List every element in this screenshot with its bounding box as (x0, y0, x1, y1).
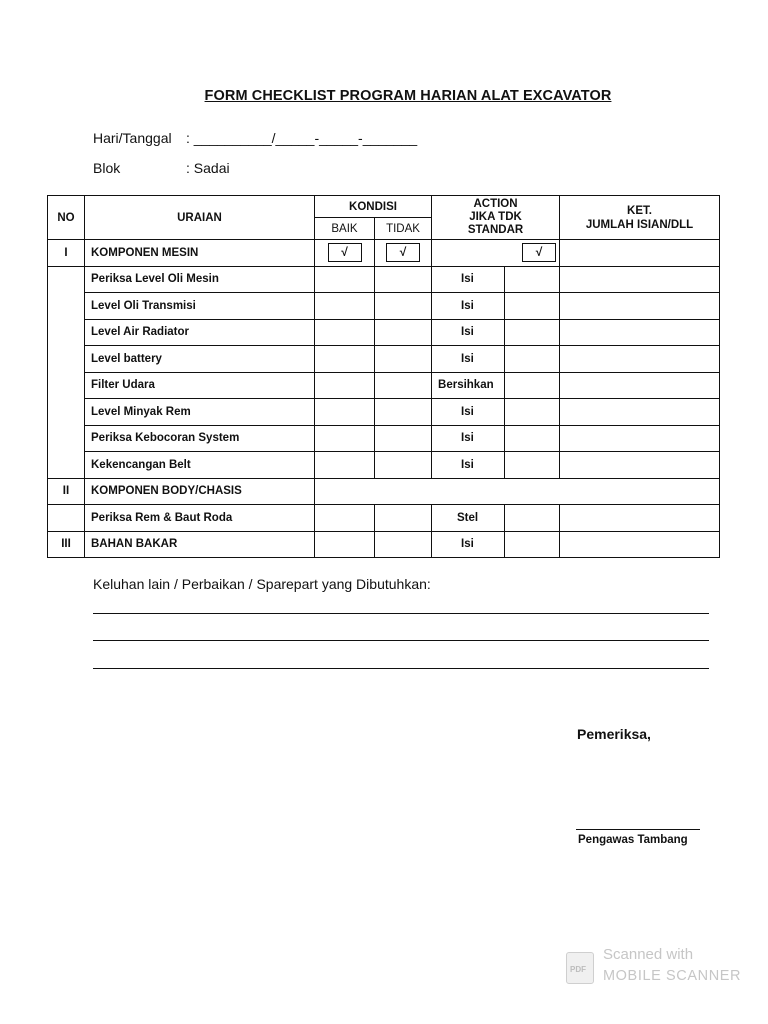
action-text: Isi (432, 346, 505, 373)
baik-cell[interactable] (315, 505, 375, 532)
ket-cell (560, 240, 720, 267)
baik-cell[interactable] (315, 452, 375, 479)
action-text: Isi (432, 293, 505, 320)
keluhan-line-3[interactable] (93, 668, 709, 669)
pdf-icon (566, 952, 594, 984)
table-row (48, 372, 720, 399)
action-check-cell[interactable] (505, 346, 560, 373)
action-text: Bersihkan (432, 372, 505, 399)
baik-cell[interactable] (315, 266, 375, 293)
baik-cell[interactable] (315, 399, 375, 426)
row-label: Level battery (85, 346, 315, 373)
tidak-cell[interactable] (375, 505, 432, 532)
row-label: Periksa Kebocoran System (85, 425, 315, 452)
row-label: Level Minyak Rem (85, 399, 315, 426)
baik-cell[interactable] (315, 425, 375, 452)
table-row (48, 266, 720, 293)
table-row (48, 293, 720, 320)
section-row-bahan-bakar (48, 531, 720, 558)
action-cell (432, 240, 560, 267)
col-baik-header: BAIK (315, 218, 375, 240)
row-label: Kekencangan Belt (85, 452, 315, 479)
signature-line (576, 829, 700, 830)
date-label: Hari/Tanggal (93, 130, 172, 146)
col-action-header: ACTION JIKA TDK STANDAR (432, 196, 560, 240)
section-row-komponen-body (48, 478, 720, 505)
row-label: Periksa Rem & Baut Roda (85, 505, 315, 532)
action-check-cell[interactable] (505, 505, 560, 532)
no-cell (48, 505, 85, 532)
action-check-cell[interactable] (505, 293, 560, 320)
tidak-cell[interactable] (375, 399, 432, 426)
table-row (48, 319, 720, 346)
tidak-cell[interactable] (375, 293, 432, 320)
action-text: Stel (432, 505, 505, 532)
section-number: III (48, 531, 85, 558)
ket-cell[interactable] (560, 505, 720, 532)
date-value: : __________/_____-_____-_______ (186, 130, 418, 146)
keluhan-label: Keluhan lain / Perbaikan / Sparepart yang Dibutuhkan: (93, 576, 431, 592)
ket-cell[interactable] (560, 266, 720, 293)
checklist-table (47, 195, 720, 558)
table-row (48, 399, 720, 426)
pemeriksa-label: Pemeriksa, (577, 726, 651, 742)
baik-checkbox[interactable]: √ (328, 243, 362, 262)
ket-cell[interactable] (560, 319, 720, 346)
watermark-line-2: MOBILE SCANNER (603, 968, 742, 984)
section-label: BAHAN BAKAR (85, 531, 315, 558)
ket-cell[interactable] (560, 372, 720, 399)
col-tidak-header: TIDAK (375, 218, 432, 240)
col-ket-header: KET. JUMLAH ISIAN/DLL (560, 196, 720, 240)
pengawas-label: Pengawas Tambang (578, 834, 688, 846)
col-uraian-header: URAIAN (85, 196, 315, 240)
action-checkbox[interactable]: √ (522, 243, 556, 262)
tidak-cell[interactable] (375, 346, 432, 373)
tidak-cell[interactable] (375, 319, 432, 346)
keluhan-line-2[interactable] (93, 640, 709, 641)
section-number: I (48, 240, 85, 267)
baik-cell[interactable] (315, 346, 375, 373)
action-text: Isi (432, 399, 505, 426)
section-label: KOMPONEN MESIN (85, 240, 315, 267)
action-check-cell[interactable] (505, 372, 560, 399)
col-no-header: NO (48, 196, 85, 240)
blok-label: Blok (93, 160, 121, 176)
tidak-cell[interactable] (375, 372, 432, 399)
baik-cell (315, 240, 375, 267)
table-row (48, 425, 720, 452)
action-check-cell[interactable] (505, 399, 560, 426)
action-text: Isi (432, 319, 505, 346)
pdf-icon-text: PDF (570, 965, 586, 974)
tidak-cell[interactable] (375, 452, 432, 479)
tidak-cell[interactable] (375, 266, 432, 293)
row-label: Filter Udara (85, 372, 315, 399)
section-label: KOMPONEN BODY/CHASIS (85, 478, 315, 505)
baik-cell[interactable] (315, 293, 375, 320)
action-check-cell[interactable] (505, 266, 560, 293)
table-row (48, 452, 720, 479)
action-check-cell[interactable] (505, 425, 560, 452)
baik-cell[interactable] (315, 372, 375, 399)
section-merged-cell (315, 478, 720, 505)
ket-cell[interactable] (560, 452, 720, 479)
action-text: Isi (432, 425, 505, 452)
action-check-cell[interactable] (505, 452, 560, 479)
table-row (48, 346, 720, 373)
row-label: Level Air Radiator (85, 319, 315, 346)
baik-cell[interactable] (315, 531, 375, 558)
table-row (48, 505, 720, 532)
blok-value: : Sadai (186, 160, 230, 176)
keluhan-line-1[interactable] (93, 613, 709, 614)
table-header-row (48, 196, 720, 218)
action-text: Isi (432, 452, 505, 479)
action-text: Isi (432, 531, 505, 558)
baik-cell[interactable] (315, 319, 375, 346)
section-number: II (48, 478, 85, 505)
tidak-cell[interactable] (375, 531, 432, 558)
row-label: Periksa Level Oli Mesin (85, 266, 315, 293)
tidak-cell (375, 240, 432, 267)
watermark-line-1: Scanned with (603, 946, 694, 963)
ket-cell[interactable] (560, 346, 720, 373)
ket-cell[interactable] (560, 531, 720, 558)
action-check-cell[interactable] (505, 319, 560, 346)
no-cell-merged (48, 266, 85, 478)
col-kondisi-header: KONDISI (315, 196, 432, 218)
action-check-cell[interactable] (505, 531, 560, 558)
ket-cell[interactable] (560, 293, 720, 320)
ket-cell[interactable] (560, 425, 720, 452)
row-label: Level Oli Transmisi (85, 293, 315, 320)
form-title: FORM CHECKLIST PROGRAM HARIAN ALAT EXCAVATOR (204, 88, 612, 104)
action-text: Isi (432, 266, 505, 293)
ket-cell[interactable] (560, 399, 720, 426)
tidak-cell[interactable] (375, 425, 432, 452)
tidak-checkbox[interactable]: √ (386, 243, 420, 262)
section-row-komponen-mesin (48, 240, 720, 267)
